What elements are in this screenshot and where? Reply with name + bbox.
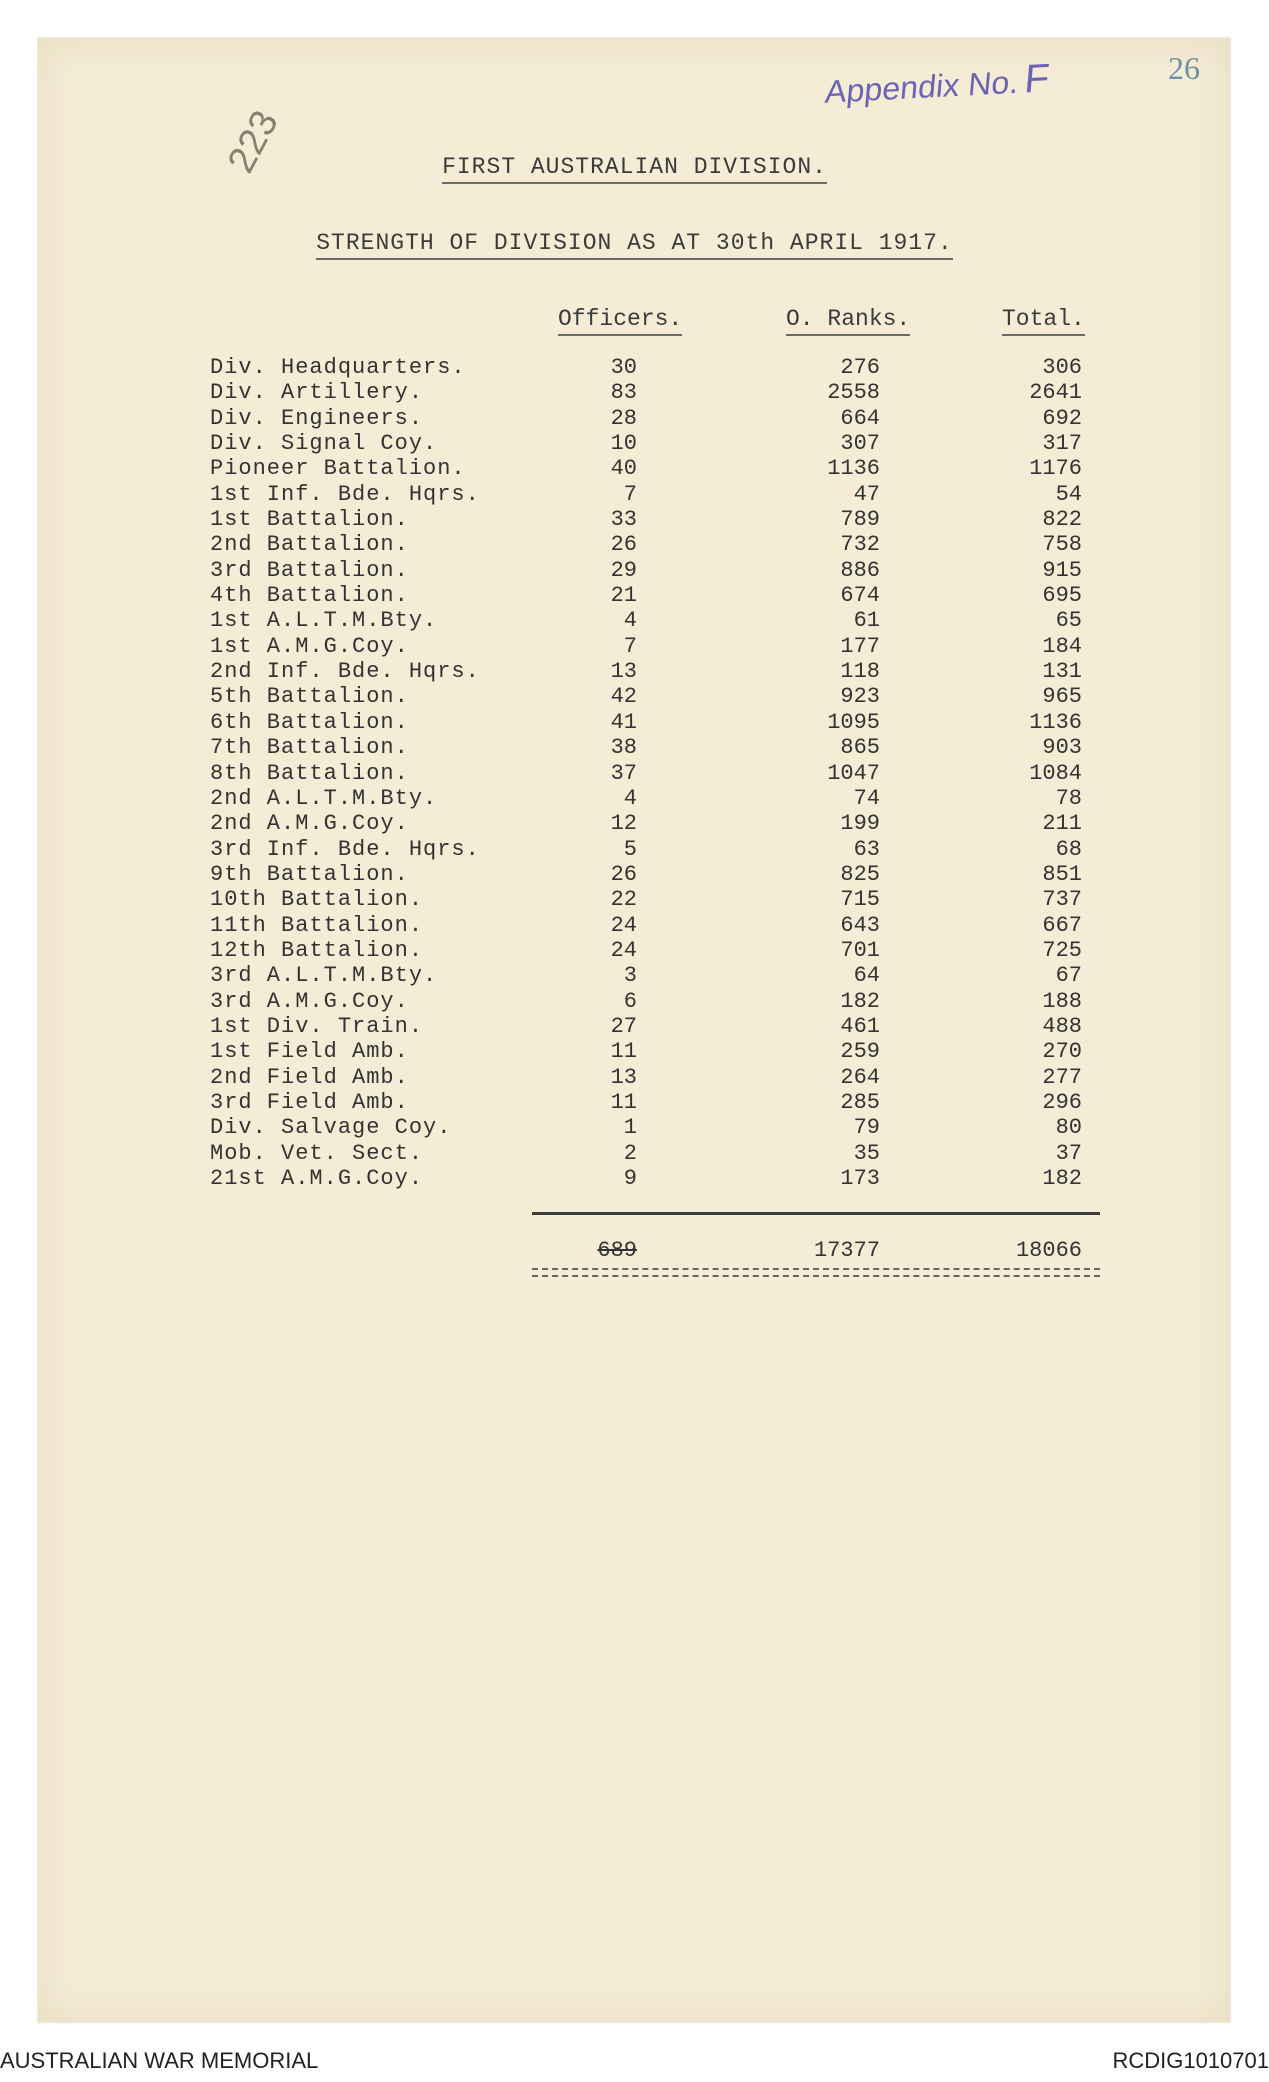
other-ranks-count: 118 [840, 659, 880, 685]
other-ranks-count: 177 [840, 633, 880, 659]
row-total: 182 [1042, 1166, 1082, 1191]
unit-name: Div. Headquarters. [210, 355, 466, 380]
unit-name: Div. Salvage Coy. [210, 1115, 452, 1141]
row-total: 54 [1055, 481, 1082, 507]
officers-count: 10 [610, 431, 637, 457]
officers-count: 24 [610, 937, 637, 963]
table-row [0, 1166, 1269, 1191]
unit-name: 3rd Field Amb. [210, 1089, 409, 1115]
officers-count: 4 [623, 608, 637, 634]
unit-name: 4th Battalion. [210, 583, 409, 609]
officers-count: 4 [623, 785, 637, 811]
row-total: 184 [1042, 633, 1082, 659]
officers-count: 1 [623, 1115, 637, 1141]
other-ranks-count: 923 [840, 684, 880, 710]
table-row [0, 913, 1269, 938]
unit-name: 3rd Battalion. [210, 557, 409, 583]
row-total: 488 [1042, 1013, 1082, 1039]
other-ranks-count: 825 [840, 861, 880, 887]
other-ranks-count: 886 [840, 557, 880, 583]
unit-name: 7th Battalion. [210, 735, 409, 761]
officers-count: 38 [610, 735, 637, 761]
other-ranks-count: 199 [840, 811, 880, 837]
unit-name: Pioneer Battalion. [210, 456, 466, 482]
grand-total: 18066 [1015, 1238, 1082, 1263]
unit-name: 1st Div. Train. [210, 1013, 424, 1039]
row-total: 737 [1042, 887, 1082, 913]
table-row [0, 583, 1269, 608]
officers-count: 26 [610, 861, 637, 887]
other-ranks-count: 664 [840, 405, 880, 431]
unit-name: 3rd A.M.G.Coy. [210, 988, 409, 1014]
unit-name: 3rd Inf. Bde. Hqrs. [210, 836, 480, 862]
row-total: 80 [1055, 1115, 1082, 1141]
other-ranks-count: 307 [840, 431, 880, 457]
document-subheading [0, 230, 1269, 256]
other-ranks-count: 701 [840, 937, 880, 963]
unit-name: 21st A.M.G.Coy. [210, 1166, 424, 1191]
row-total: 67 [1055, 963, 1082, 989]
pencil-folio-number: 223 [220, 104, 287, 180]
row-total: 2641 [1029, 380, 1082, 406]
appendix-letter: F [1022, 56, 1052, 102]
table-row [0, 355, 1269, 380]
table-row [0, 938, 1269, 963]
officers-count: 42 [610, 684, 637, 710]
table-row [0, 1090, 1269, 1115]
row-total: 306 [1042, 355, 1082, 380]
table-row [0, 634, 1269, 659]
unit-name: 2nd Inf. Bde. Hqrs. [210, 659, 480, 685]
row-total: 851 [1042, 861, 1082, 887]
row-total: 277 [1042, 1064, 1082, 1090]
table-row [0, 989, 1269, 1014]
document-heading-text: FIRST AUSTRALIAN DIVISION. [442, 154, 827, 184]
row-total: 667 [1042, 912, 1082, 938]
table-row [0, 558, 1269, 583]
other-ranks-count: 63 [853, 836, 880, 862]
table-row [0, 786, 1269, 811]
table-row [0, 887, 1269, 912]
unit-name: Div. Artillery. [210, 380, 424, 406]
officers-count: 28 [610, 405, 637, 431]
unit-name: 2nd A.L.T.M.Bty. [210, 785, 438, 811]
total-other-ranks: 17377 [813, 1238, 880, 1263]
row-total: 317 [1042, 431, 1082, 457]
table-row [0, 837, 1269, 862]
unit-name: 10th Battalion. [210, 887, 424, 913]
row-total: 1084 [1029, 760, 1082, 786]
column-header-officers: Officers. [558, 306, 682, 332]
other-ranks-count: 461 [840, 1013, 880, 1039]
column-header-other-ranks: O. Ranks. [786, 306, 910, 332]
officers-count: 83 [610, 380, 637, 406]
unit-name: 9th Battalion. [210, 861, 409, 887]
other-ranks-count: 732 [840, 532, 880, 558]
other-ranks-count: 74 [853, 785, 880, 811]
table-row [0, 1065, 1269, 1090]
table-row [0, 532, 1269, 557]
other-ranks-count: 276 [840, 355, 880, 380]
officers-count: 33 [610, 507, 637, 533]
document-heading [0, 154, 1269, 180]
folio-number: 26 [1168, 50, 1200, 86]
other-ranks-count: 674 [840, 583, 880, 609]
row-total: 965 [1042, 684, 1082, 710]
officers-count: 22 [610, 887, 637, 913]
table-row [0, 862, 1269, 887]
officers-count: 37 [610, 760, 637, 786]
officers-count: 9 [623, 1166, 637, 1191]
row-total: 296 [1042, 1089, 1082, 1115]
other-ranks-count: 1047 [827, 760, 880, 786]
other-ranks-count: 79 [853, 1115, 880, 1141]
row-total: 692 [1042, 405, 1082, 431]
officers-count: 27 [610, 1013, 637, 1039]
officers-count: 13 [610, 659, 637, 685]
footer-record-id: RCDIG1010701 [1112, 2048, 1269, 2073]
row-total: 37 [1055, 1140, 1082, 1166]
officers-count: 41 [610, 709, 637, 735]
officers-count: 24 [610, 912, 637, 938]
other-ranks-count: 35 [853, 1140, 880, 1166]
unit-name: 2nd A.M.G.Coy. [210, 811, 409, 837]
row-total: 65 [1055, 608, 1082, 634]
row-total: 915 [1042, 557, 1082, 583]
other-ranks-count: 64 [853, 963, 880, 989]
other-ranks-count: 643 [840, 912, 880, 938]
unit-name: 11th Battalion. [210, 912, 424, 938]
row-total: 695 [1042, 583, 1082, 609]
other-ranks-count: 789 [840, 507, 880, 533]
table-row [0, 811, 1269, 836]
unit-name: 12th Battalion. [210, 937, 424, 963]
row-total: 1136 [1029, 709, 1082, 735]
other-ranks-count: 2558 [827, 380, 880, 406]
other-ranks-count: 259 [840, 1039, 880, 1065]
officers-count: 13 [610, 1064, 637, 1090]
unit-name: 1st Battalion. [210, 507, 409, 533]
table-row [0, 608, 1269, 633]
row-total: 188 [1042, 988, 1082, 1014]
officers-count: 21 [610, 583, 637, 609]
other-ranks-count: 1136 [827, 456, 880, 482]
table-row [0, 456, 1269, 481]
unit-name: 2nd Battalion. [210, 532, 409, 558]
unit-name: 1st Inf. Bde. Hqrs. [210, 481, 480, 507]
unit-name: Div. Signal Coy. [210, 431, 438, 457]
table-row [0, 1039, 1269, 1064]
footer-credit: AUSTRALIAN WAR MEMORIAL [0, 2048, 319, 2073]
row-total: 758 [1042, 532, 1082, 558]
officers-count: 11 [610, 1039, 637, 1065]
unit-name: 6th Battalion. [210, 709, 409, 735]
unit-name: 5th Battalion. [210, 684, 409, 710]
column-header-total: Total. [1002, 306, 1085, 332]
table-row [0, 431, 1269, 456]
officers-count: 40 [610, 456, 637, 482]
table-row [0, 507, 1269, 532]
table-row [0, 963, 1269, 988]
other-ranks-count: 61 [853, 608, 880, 634]
double-underline [532, 1268, 1100, 1277]
unit-name: 1st Field Amb. [210, 1039, 409, 1065]
officers-count: 7 [623, 481, 637, 507]
table-row [0, 684, 1269, 709]
table-row [0, 406, 1269, 431]
row-total: 211 [1042, 811, 1082, 837]
row-total: 68 [1055, 836, 1082, 862]
other-ranks-count: 264 [840, 1064, 880, 1090]
table-row [0, 1115, 1269, 1140]
officers-count: 11 [610, 1089, 637, 1115]
other-ranks-count: 865 [840, 735, 880, 761]
unit-name: 1st A.L.T.M.Bty. [210, 608, 438, 634]
table-row [0, 710, 1269, 735]
row-total: 270 [1042, 1039, 1082, 1065]
appendix-stamp-text: Appendix No. [823, 63, 1021, 110]
other-ranks-count: 47 [853, 481, 880, 507]
other-ranks-count: 182 [840, 988, 880, 1014]
officers-count: 30 [610, 355, 637, 380]
unit-name: 1st A.M.G.Coy. [210, 633, 409, 659]
officers-count: 3 [623, 963, 637, 989]
officers-count: 2 [623, 1140, 637, 1166]
table-row [0, 1141, 1269, 1166]
row-total: 822 [1042, 507, 1082, 533]
officers-count: 29 [610, 557, 637, 583]
table-row [0, 380, 1269, 405]
other-ranks-count: 715 [840, 887, 880, 913]
officers-count: 7 [623, 633, 637, 659]
officers-count: 5 [623, 836, 637, 862]
officers-count: 26 [610, 532, 637, 558]
row-total: 78 [1055, 785, 1082, 811]
table-row [0, 482, 1269, 507]
officers-count: 12 [610, 811, 637, 837]
table-row [0, 735, 1269, 760]
unit-name: 2nd Field Amb. [210, 1064, 409, 1090]
row-total: 1176 [1029, 456, 1082, 482]
table-row [0, 761, 1269, 786]
document-subheading-text: STRENGTH OF DIVISION AS AT 30th APRIL 1917. [316, 230, 953, 260]
other-ranks-count: 1095 [827, 709, 880, 735]
row-total: 903 [1042, 735, 1082, 761]
row-total: 131 [1042, 659, 1082, 685]
totals-rule [532, 1212, 1100, 1215]
unit-name: Div. Engineers. [210, 405, 424, 431]
row-total: 725 [1042, 937, 1082, 963]
table-row [0, 659, 1269, 684]
total-officers: 689 [597, 1238, 637, 1263]
unit-name: Mob. Vet. Sect. [210, 1140, 424, 1166]
strength-table [0, 355, 1269, 1191]
other-ranks-count: 285 [840, 1089, 880, 1115]
unit-name: 3rd A.L.T.M.Bty. [210, 963, 438, 989]
unit-name: 8th Battalion. [210, 760, 409, 786]
table-row [0, 1014, 1269, 1039]
other-ranks-count: 173 [840, 1166, 880, 1191]
officers-count: 6 [623, 988, 637, 1014]
